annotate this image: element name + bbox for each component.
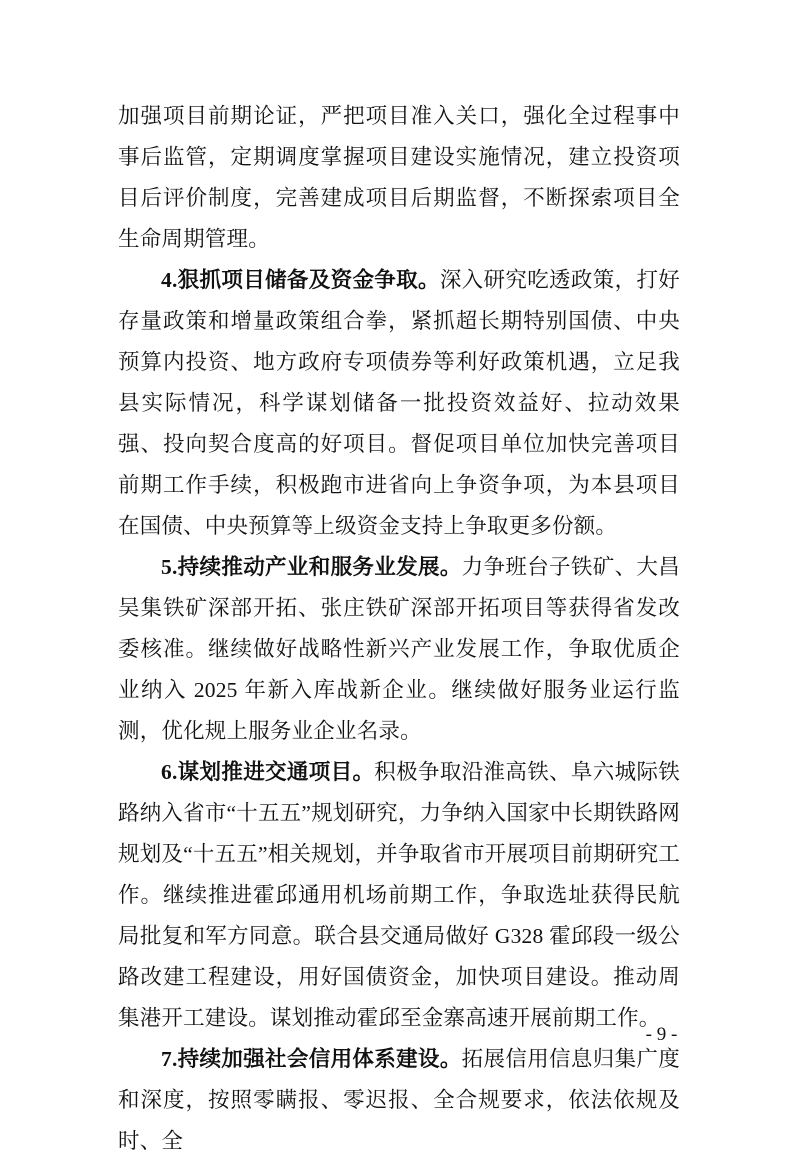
paragraph-lead-4: 4.狠抓项目储备及资金争取。 bbox=[161, 268, 440, 292]
paragraph-text-7: 拓展信用信息归集广度和深度，按照零瞒报、零迟报、全合规要求，依法依规及时、全 bbox=[118, 1047, 680, 1153]
paragraph-item-6 bbox=[118, 752, 680, 1039]
document-body bbox=[118, 96, 680, 1162]
paragraph-lead-6: 6.谋划推进交通项目。 bbox=[161, 760, 375, 784]
paragraph-text-4: 深入研究吃透政策，打好存量政策和增量政策组合拳，紧抓超长期特别国债、中央预算内投资、地方政府专项债券等利好政策机遇，立足我县实际情况，科学谋划储备一批投资效益好、拉动效果强、投向契合度高的好项目。督促项目单位加快完善项目前期工作手续，积极跑市进省向上争资争项，为本县项目在国债、中央预算等上级资金支持上争取更多份额。 bbox=[118, 268, 680, 538]
paragraph-text-6: 积极争取沿淮高铁、阜六城际铁路纳入省市“十五五”规划研究，力争纳入国家中长期铁路网规划及“十五五”相关规划，并争取省市开展项目前期研究工作。继续推进霍邱通用机场前期工作，争取选址获得民航局批复和军方同意。联合县交通局做好 G328 霍邱段一级公路改建工程建设，用好国债资金，加快项目建设。推动周集港开工建设。谋划推动霍邱至金寨高速开展前期工作。 bbox=[118, 760, 680, 1030]
paragraph-item-5 bbox=[118, 547, 680, 752]
paragraph-text-5: 力争班台子铁矿、大昌吴集铁矿深部开拓、张庄铁矿深部开拓项目等获得省发改委核准。继续做好战略性新兴产业发展工作，争取优质企业纳入 2025 年新入库战新企业。继续做好服务业运行监测，优化规上服务业企业名录。 bbox=[118, 555, 680, 743]
paragraph-lead-7: 7.持续加强社会信用体系建设。 bbox=[161, 1047, 462, 1071]
paragraph-lead-5: 5.持续推动产业和服务业发展。 bbox=[161, 555, 462, 579]
paragraph-continuation bbox=[118, 96, 680, 260]
paragraph-text: 加强项目前期论证，严把项目准入关口，强化全过程事中事后监管，定期调度掌握项目建设实施情况，建立投资项目后评价制度，完善建成项目后期监督，不断探索项目全生命周期管理。 bbox=[118, 104, 680, 251]
page-number: - 9 - bbox=[645, 1024, 678, 1045]
paragraph-item-7 bbox=[118, 1039, 680, 1162]
paragraph-item-4 bbox=[118, 260, 680, 547]
page-footer bbox=[0, 1024, 793, 1046]
